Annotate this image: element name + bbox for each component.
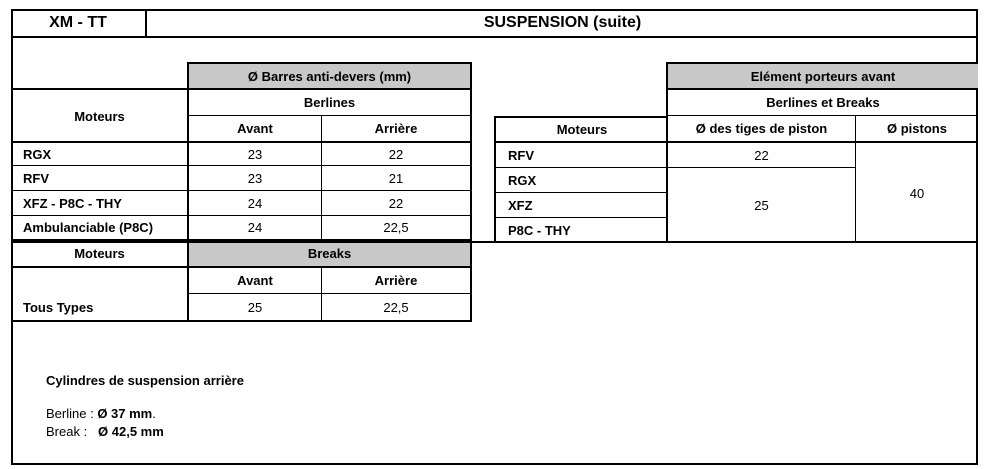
- table-row-front: 24: [187, 216, 322, 241]
- breaks-col-rear-header: Arrière: [322, 268, 472, 294]
- table-row-engine: RFV: [11, 166, 189, 191]
- table-row-front: 24: [187, 191, 322, 216]
- table-row-engine: P8C - THY: [494, 218, 668, 243]
- table-row-rear: 21: [322, 166, 472, 191]
- table-row-engine: XFZ: [494, 193, 668, 218]
- page-title: SUSPENSION (suite): [147, 9, 978, 38]
- table-row-engine: XFZ - P8C - THY: [11, 191, 189, 216]
- table-row-front: 23: [187, 141, 322, 166]
- breaks-row-engine: Tous Types: [11, 294, 189, 322]
- table-row-engine: RFV: [494, 143, 668, 168]
- rod-value: 22: [666, 143, 856, 168]
- break-note: [46, 424, 346, 440]
- rod-value: 25: [666, 168, 856, 243]
- col-rear-header: Arrière: [322, 116, 472, 141]
- table-row-front: 23: [187, 166, 322, 191]
- anti-roll-bar-header: Ø Barres anti-devers (mm): [187, 62, 472, 90]
- berline-label: Berline :: [46, 406, 98, 421]
- table-row-engine: RGX: [11, 141, 189, 166]
- table-row-rear: 22,5: [322, 216, 472, 241]
- front-strut-subheader: Berlines et Breaks: [666, 90, 978, 116]
- table-row-engine: RGX: [494, 168, 668, 193]
- table-row-rear: 22: [322, 191, 472, 216]
- col-engines-header: Moteurs: [494, 116, 668, 143]
- breaks-header: Breaks: [187, 241, 472, 268]
- engines-header: Moteurs: [11, 88, 189, 142]
- breaks-engines-header: Moteurs: [11, 241, 189, 268]
- breaks-col-front-header: Avant: [187, 268, 322, 294]
- col-piston-header: Ø pistons: [856, 116, 978, 143]
- rear-cylinders-title: Cylindres de suspension arrière: [46, 373, 244, 388]
- front-strut-table: [494, 62, 978, 243]
- front-strut-header: Elément porteurs avant: [666, 62, 978, 90]
- model-label: XM - TT: [11, 9, 147, 38]
- breaks-row-rear: 22,5: [322, 294, 472, 322]
- anti-roll-bar-table: [11, 62, 472, 322]
- berline-suffix: .: [152, 406, 156, 421]
- col-rod-header: Ø des tiges de piston: [666, 116, 856, 143]
- berline-value: Ø 37 mm: [97, 406, 153, 421]
- breaks-row-front: 25: [187, 294, 322, 322]
- berline-note: [46, 406, 346, 422]
- break-value: Ø 42,5 mm: [98, 424, 164, 439]
- table-row-rear: 22: [322, 141, 472, 166]
- berlines-header: Berlines: [187, 90, 472, 116]
- col-front-header: Avant: [187, 116, 322, 141]
- piston-value: 40: [909, 185, 925, 201]
- break-label: Break :: [46, 424, 99, 439]
- table-row-engine: Ambulanciable (P8C): [11, 216, 189, 241]
